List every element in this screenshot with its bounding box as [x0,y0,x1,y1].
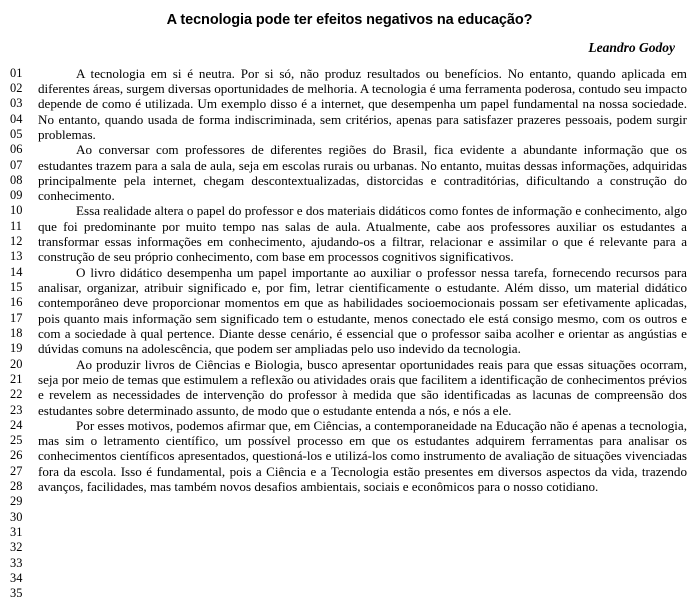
line-number: 07 [10,157,23,172]
paragraph: A tecnologia em si é neutra. Por si só, não produz resultados ou benefícios. No entanto, quando aplicada em diferentes áreas, surgem diversas oportunidades de melhoria. A tecnologia é uma ferramenta poderosa, contudo seu impacto depende de como é utilizada. Um exemplo disso é a internet, que desempenha um papel fundamental na nossa sociedade. No entanto, quando usada de forma indiscriminada, sem critérios, apenas para satisfazer prazeres pessoais, podem surgir problemas. [38,65,687,142]
line-number: 28 [10,479,23,494]
line-number: 01 [10,65,23,80]
line-number: 22 [10,387,23,402]
line-number: 09 [10,188,23,203]
line-number: 05 [10,126,23,141]
line-number: 13 [10,249,23,264]
line-number: 14 [10,264,23,279]
line-number: 19 [10,341,23,356]
line-number: 11 [10,218,22,233]
line-number: 33 [10,555,23,570]
line-number: 32 [10,540,23,555]
line-number: 03 [10,96,23,111]
line-number: 24 [10,417,23,432]
paragraph: O livro didático desempenha um papel importante ao auxiliar o professor nessa tarefa, fornecendo recursos para analisar, organizar, atribuir significado e, por fim, letrar cientificamente o estudante. Além disso, um material didático contemporâneo deve proporcionar momentos em que as habilidades socioemocionais possam ser efetivamente aplicadas, pois quanto mais informação sem significado tem o estudante, menos conectado ele está consigo mesmo, com os outros e com a sociedade à qual pertence. Diante desse cenário, é essencial que o professor saiba acolher e orientar as angústias e dúvidas comuns na adolescência, que podem ser ampliadas pelo uso indevido da tecnologia. [38,264,687,357]
line-number: 30 [10,509,23,524]
document-body [10,66,689,602]
line-number: 23 [10,402,23,417]
author-byline: Leandro Godoy [588,39,675,55]
line-number: 16 [10,295,23,310]
line-number: 21 [10,371,23,386]
line-number: 26 [10,448,23,463]
line-number: 06 [10,142,23,157]
paragraph: Por esses motivos, podemos afirmar que, em Ciências, a contemporaneidade na Educação não é apenas a tecnologia, mas sim o letramento científico, um possível processo em que os estudantes adquirem ferramentas para analisar os conhecimentos científicos apresentados, questioná-los e utilizá-los como instrumento de avaliação de situações vivenciadas fora da escola. Isso é fundamental, pois a Ciência e a Tecnologia estão presentes em diversos aspectos da vida, trazendo avanços, facilidades, mas também novos desafios ambientais, sociais e econômicos para o nosso cotidiano. [38,417,687,495]
line-number: 04 [10,111,23,126]
paragraph: Ao produzir livros de Ciências e Biologia, busco apresentar oportunidades reais para que essas situações ocorram, seja por meio de temas que estimulem a reflexão ou atividades orais que facilitem a identificação de conhecimentos prévios e revelem as necessidades de intervenção do professor à medida que são identificadas as lacunas de compreensão dos estudantes sobre determinado assunto, de modo que o estudante entenda a nós, e nós a ele. [38,356,687,418]
line-number: 10 [10,203,23,218]
line-number: 34 [10,570,23,585]
line-number: 12 [10,234,23,249]
line-number: 31 [10,525,23,540]
line-number: 35 [10,586,23,601]
paragraph: Essa realidade altera o papel do professor e dos materiais didáticos como fontes de informação e conhecimento, algo que foi predominante por muito tempo nas salas de aula. Atualmente, cabe aos professores auxiliar os estudantes a transformar essas informações em conhecimento, ajudando-os a filtrar, relacionar e assimilar o que é relevante para a construção de seu próprio conhecimento, com base em processos cognitivos significativos. [38,203,687,265]
document-text-column [34,66,689,495]
line-number: 02 [10,80,23,95]
line-number: 08 [10,172,23,187]
line-number: 27 [10,463,23,478]
line-number: 15 [10,280,23,295]
line-number: 29 [10,494,23,509]
line-number: 17 [10,310,23,325]
line-number: 18 [10,325,23,340]
paragraph: Ao conversar com professores de diferentes regiões do Brasil, fica evidente a abundante informação que os estudantes trazem para a sala de aula, seja em escolas rurais ou urbanas. No entanto, muitas dessas informações, adquiridas principalmente pela internet, chegam descontextualizadas, distorcidas e contraditórias, dificultando a construção do conhecimento. [38,142,687,204]
line-number: 20 [10,356,23,371]
page-title: A tecnologia pode ter efeitos negativos na educação? [166,12,533,28]
line-number-gutter [10,66,34,602]
line-number: 25 [10,433,23,448]
